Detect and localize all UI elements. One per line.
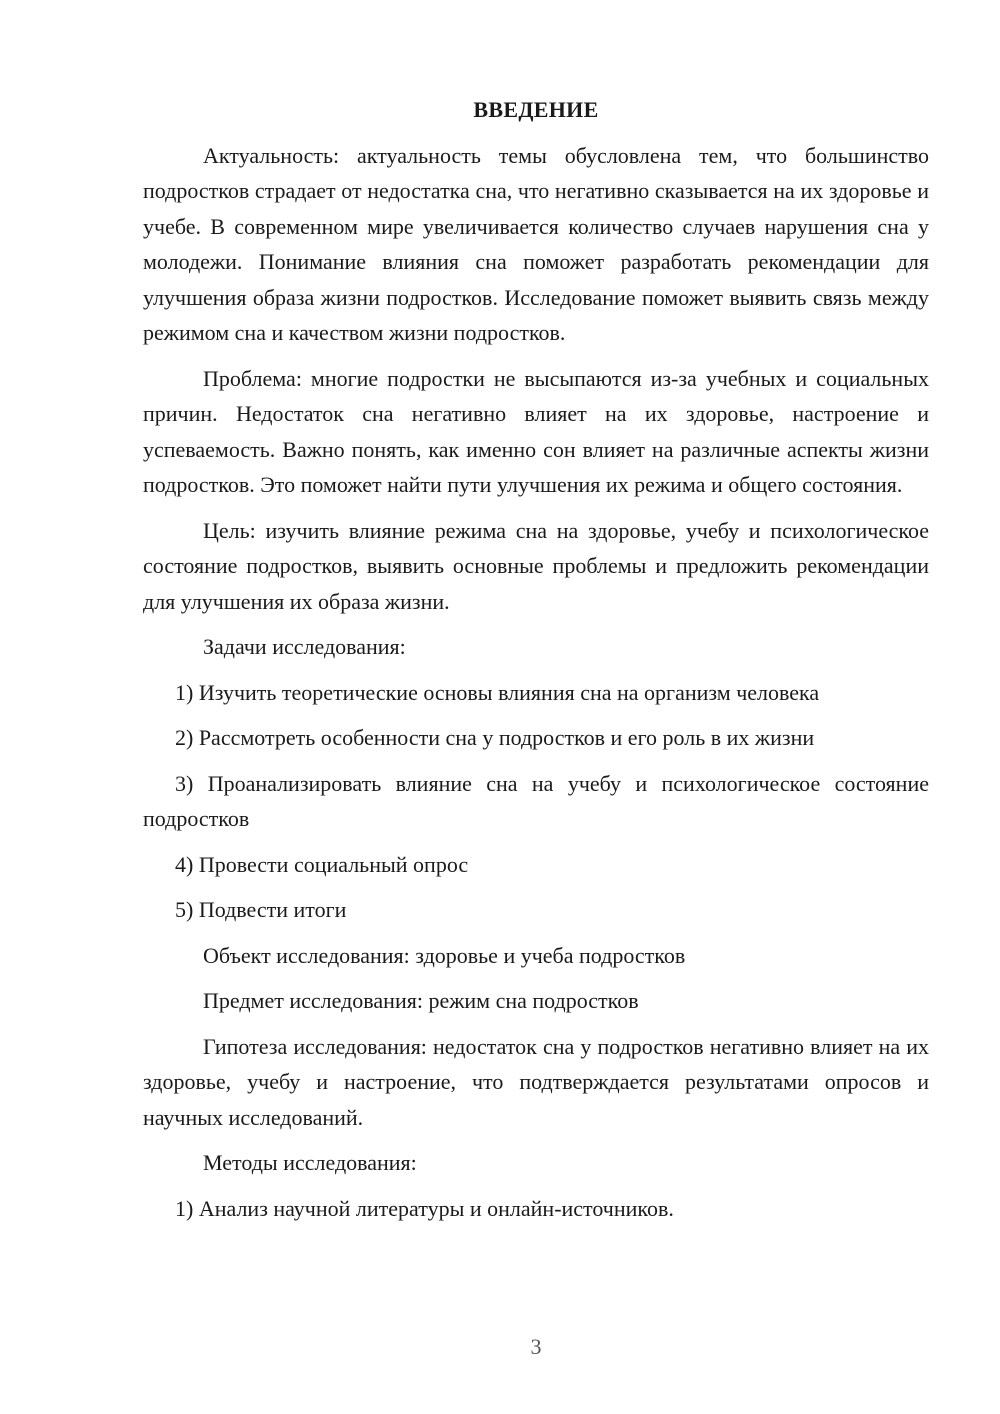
research-object: Объект исследования: здоровье и учеба подростков [203, 942, 686, 968]
document-page [143, 92, 929, 1236]
research-subject: Предмет исследования: режим сна подростков [203, 988, 639, 1013]
task-item-1: 1) Изучить теоретические основы влияния сна на организм человека [175, 679, 820, 705]
tasks-heading: Задачи исследования: [203, 634, 406, 659]
task-item-5: 5) Подвести итоги [175, 897, 347, 922]
hypothesis-paragraph: Гипотеза исследования: недостаток сна у подростков негативно влияет на их здоровье, учебу и настроение, что подтверждается результатами опросов и научных исследований. [143, 1033, 929, 1130]
page-number: 3 [530, 1334, 542, 1359]
methods-heading: Методы исследования: [203, 1150, 417, 1175]
method-item-1: 1) Анализ научной литературы и онлайн-источников. [175, 1195, 674, 1221]
relevance-paragraph: Актуальность: актуальность темы обусловлена тем, что большинство подростков страдает от недостатка сна, что негативно сказывается на их здоровье и учебе. В современном мире увеличивается количество случаев нарушения сна у молодежи. Понимание влияния сна поможет разработать рекомендации для улучшения образа жизни подростков. Исследование поможет выявить связь между режимом сна и качеством жизни подростков. [143, 142, 929, 345]
problem-paragraph: Проблема: многие подростки не высыпаются из-за учебных и социальных причин. Недостаток сна негативно влияет на их здоровье, настроение и успеваемость. Важно понять, как именно сон влияет на различные аспекты жизни подростков. Это поможет найти пути улучшения их режима и общего состояния. [143, 365, 929, 497]
task-item-3: 3) Проанализировать влияние сна на учебу и психологическое состояние подростков [143, 770, 929, 831]
task-item-4: 4) Провести социальный опрос [175, 851, 469, 877]
goal-paragraph: Цель: изучить влияние режима сна на здоровье, учебу и психологическое состояние подростков, выявить основные проблемы и предложить рекомендации для улучшения их образа жизни. [143, 517, 929, 614]
page-title: ВВЕДЕНИЕ [473, 97, 599, 122]
task-item-2: 2) Рассмотреть особенности сна у подростков и его роль в их жизни [175, 725, 815, 750]
